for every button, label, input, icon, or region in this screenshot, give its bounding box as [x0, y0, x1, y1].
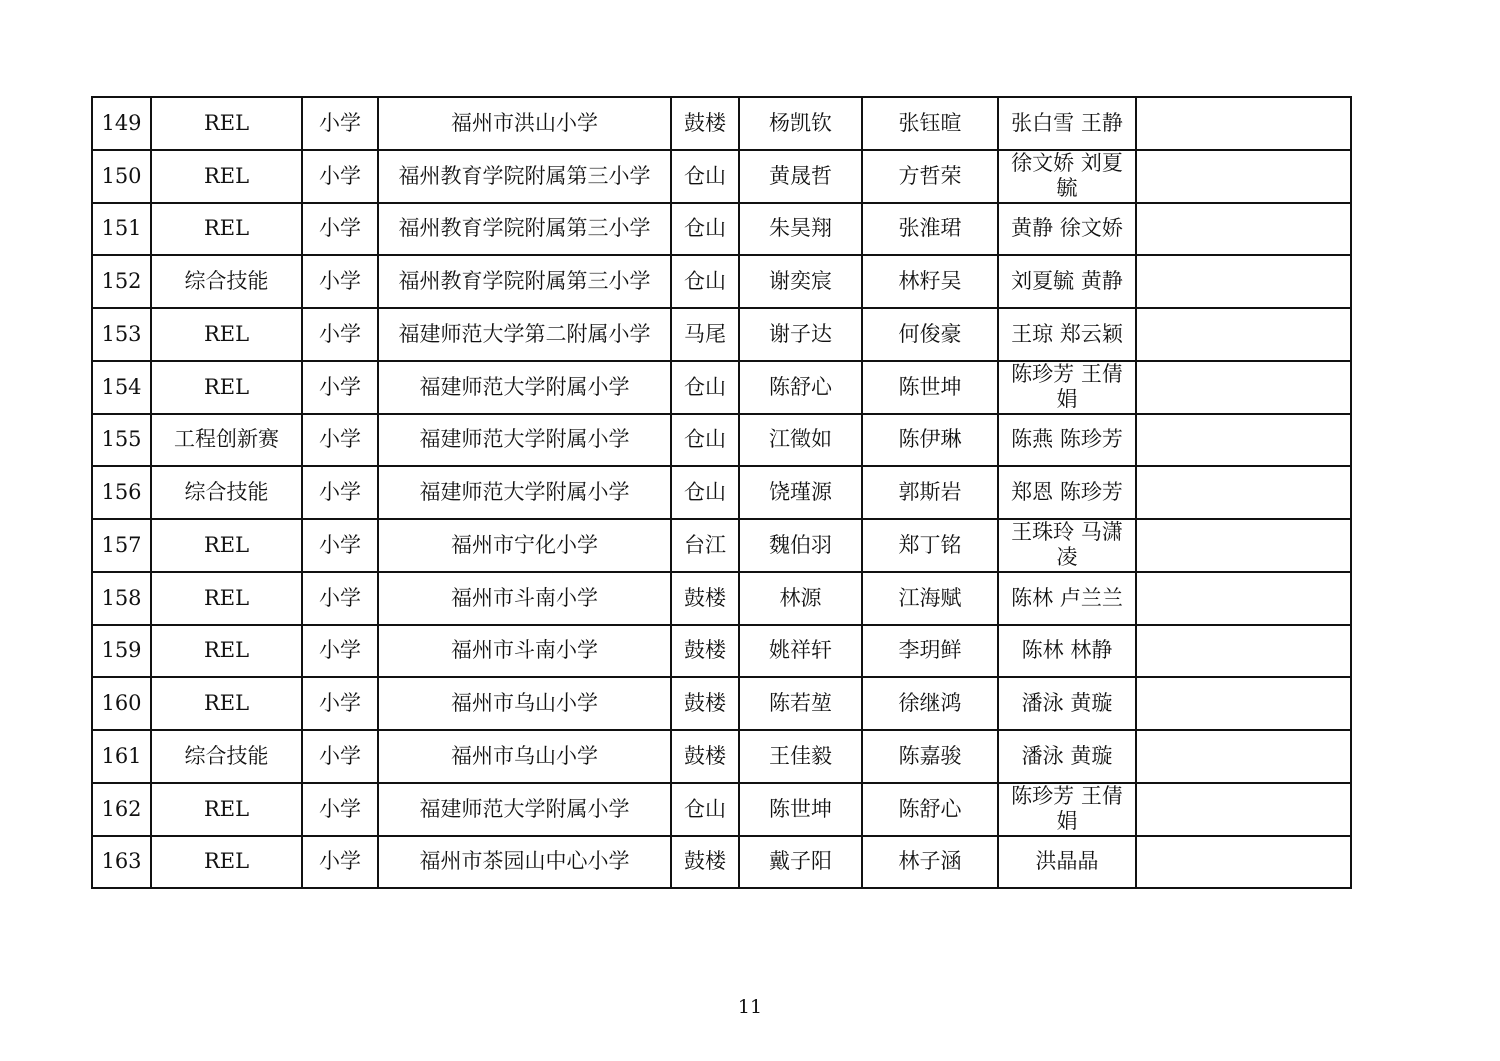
- cell-district: 仓山: [671, 150, 739, 203]
- cell-number: 156: [92, 466, 151, 519]
- cell-district: 仓山: [671, 203, 739, 256]
- cell-remark: [1136, 203, 1351, 256]
- cell-number: 158: [92, 572, 151, 625]
- cell-teachers: 陈珍芳 王倩娟: [998, 361, 1136, 414]
- cell-student-2: 方哲荣: [862, 150, 998, 203]
- cell-level: 小学: [302, 677, 378, 730]
- cell-teachers: 王琼 郑云颖: [998, 308, 1136, 361]
- cell-category: REL: [151, 519, 302, 572]
- cell-teachers: 陈珍芳 王倩娟: [998, 783, 1136, 836]
- cell-level: 小学: [302, 625, 378, 678]
- cell-student-2: 张淮珺: [862, 203, 998, 256]
- cell-category: REL: [151, 361, 302, 414]
- cell-teachers: 黄静 徐文娇: [998, 203, 1136, 256]
- cell-district: 鼓楼: [671, 836, 739, 889]
- cell-school: 福州市斗南小学: [378, 572, 671, 625]
- cell-student-1: 陈若堃: [739, 677, 862, 730]
- cell-student-2: 陈世坤: [862, 361, 998, 414]
- cell-level: 小学: [302, 572, 378, 625]
- cell-student-1: 陈世坤: [739, 783, 862, 836]
- cell-district: 鼓楼: [671, 730, 739, 783]
- cell-school: 福州教育学院附属第三小学: [378, 255, 671, 308]
- cell-student-1: 黄晟哲: [739, 150, 862, 203]
- cell-student-1: 陈舒心: [739, 361, 862, 414]
- cell-teachers: 洪晶晶: [998, 836, 1136, 889]
- cell-category: REL: [151, 836, 302, 889]
- cell-level: 小学: [302, 783, 378, 836]
- cell-district: 台江: [671, 519, 739, 572]
- cell-student-2: 郭斯岩: [862, 466, 998, 519]
- cell-teachers: 王珠玲 马潇凌: [998, 519, 1136, 572]
- cell-district: 仓山: [671, 255, 739, 308]
- cell-level: 小学: [302, 414, 378, 467]
- cell-number: 150: [92, 150, 151, 203]
- cell-number: 155: [92, 414, 151, 467]
- table-row: [92, 361, 1351, 414]
- cell-teachers: 张白雪 王静: [998, 97, 1136, 150]
- cell-level: 小学: [302, 836, 378, 889]
- cell-remark: [1136, 572, 1351, 625]
- cell-number: 154: [92, 361, 151, 414]
- cell-category: REL: [151, 572, 302, 625]
- cell-remark: [1136, 414, 1351, 467]
- cell-remark: [1136, 783, 1351, 836]
- cell-number: 159: [92, 625, 151, 678]
- cell-district: 仓山: [671, 466, 739, 519]
- cell-remark: [1136, 836, 1351, 889]
- cell-remark: [1136, 466, 1351, 519]
- table-row: [92, 836, 1351, 889]
- cell-student-1: 谢奕宸: [739, 255, 862, 308]
- cell-level: 小学: [302, 519, 378, 572]
- cell-category: 综合技能: [151, 730, 302, 783]
- cell-teachers: 郑恩 陈珍芳: [998, 466, 1136, 519]
- cell-remark: [1136, 519, 1351, 572]
- table-row: [92, 625, 1351, 678]
- cell-teachers: 潘泳 黄璇: [998, 677, 1136, 730]
- table-row: [92, 466, 1351, 519]
- award-table: [91, 96, 1352, 889]
- cell-number: 162: [92, 783, 151, 836]
- cell-student-2: 林子涵: [862, 836, 998, 889]
- table-row: [92, 308, 1351, 361]
- cell-student-1: 饶瑾源: [739, 466, 862, 519]
- cell-school: 福州市洪山小学: [378, 97, 671, 150]
- cell-school: 福州教育学院附属第三小学: [378, 203, 671, 256]
- table-row: [92, 203, 1351, 256]
- cell-student-1: 江徵如: [739, 414, 862, 467]
- cell-teachers: 徐文娇 刘夏毓: [998, 150, 1136, 203]
- cell-school: 福州市乌山小学: [378, 730, 671, 783]
- cell-school: 福建师范大学第二附属小学: [378, 308, 671, 361]
- cell-student-2: 何俊豪: [862, 308, 998, 361]
- table-row: [92, 677, 1351, 730]
- cell-number: 161: [92, 730, 151, 783]
- cell-category: REL: [151, 677, 302, 730]
- table-row: [92, 150, 1351, 203]
- cell-district: 仓山: [671, 783, 739, 836]
- cell-category: REL: [151, 783, 302, 836]
- cell-category: REL: [151, 97, 302, 150]
- cell-student-1: 戴子阳: [739, 836, 862, 889]
- cell-teachers: 潘泳 黄璇: [998, 730, 1136, 783]
- cell-category: 综合技能: [151, 255, 302, 308]
- cell-student-1: 朱昊翔: [739, 203, 862, 256]
- cell-school: 福建师范大学附属小学: [378, 414, 671, 467]
- cell-number: 163: [92, 836, 151, 889]
- cell-remark: [1136, 625, 1351, 678]
- cell-student-1: 杨凯钦: [739, 97, 862, 150]
- cell-teachers: 陈燕 陈珍芳: [998, 414, 1136, 467]
- cell-category: REL: [151, 203, 302, 256]
- cell-school: 福州市乌山小学: [378, 677, 671, 730]
- cell-category: 综合技能: [151, 466, 302, 519]
- cell-school: 福州市斗南小学: [378, 625, 671, 678]
- table-row: [92, 730, 1351, 783]
- table-body: [92, 97, 1351, 888]
- cell-remark: [1136, 677, 1351, 730]
- cell-district: 马尾: [671, 308, 739, 361]
- cell-school: 福州市茶园山中心小学: [378, 836, 671, 889]
- cell-remark: [1136, 97, 1351, 150]
- cell-remark: [1136, 150, 1351, 203]
- cell-remark: [1136, 730, 1351, 783]
- table-row: [92, 97, 1351, 150]
- cell-student-2: 郑丁铭: [862, 519, 998, 572]
- cell-teachers: 陈林 林静: [998, 625, 1136, 678]
- cell-district: 鼓楼: [671, 677, 739, 730]
- cell-level: 小学: [302, 150, 378, 203]
- cell-teachers: 陈林 卢兰兰: [998, 572, 1136, 625]
- table-row: [92, 255, 1351, 308]
- cell-remark: [1136, 361, 1351, 414]
- cell-level: 小学: [302, 255, 378, 308]
- cell-category: REL: [151, 308, 302, 361]
- cell-student-2: 江海赋: [862, 572, 998, 625]
- cell-category: 工程创新赛: [151, 414, 302, 467]
- cell-student-2: 张钰暄: [862, 97, 998, 150]
- cell-level: 小学: [302, 730, 378, 783]
- cell-district: 鼓楼: [671, 625, 739, 678]
- cell-student-1: 王佳毅: [739, 730, 862, 783]
- table-row: [92, 572, 1351, 625]
- page-number: 11: [737, 996, 763, 1018]
- cell-teachers: 刘夏毓 黄静: [998, 255, 1136, 308]
- cell-student-2: 陈舒心: [862, 783, 998, 836]
- cell-level: 小学: [302, 466, 378, 519]
- cell-number: 160: [92, 677, 151, 730]
- cell-student-1: 姚祥轩: [739, 625, 862, 678]
- cell-level: 小学: [302, 361, 378, 414]
- cell-student-2: 林籽吴: [862, 255, 998, 308]
- cell-school: 福建师范大学附属小学: [378, 466, 671, 519]
- cell-student-2: 陈嘉骏: [862, 730, 998, 783]
- cell-school: 福州市宁化小学: [378, 519, 671, 572]
- cell-student-2: 徐继鸿: [862, 677, 998, 730]
- cell-category: REL: [151, 625, 302, 678]
- cell-student-2: 陈伊琳: [862, 414, 998, 467]
- cell-number: 152: [92, 255, 151, 308]
- cell-student-1: 谢子达: [739, 308, 862, 361]
- cell-level: 小学: [302, 308, 378, 361]
- cell-number: 153: [92, 308, 151, 361]
- table-row: [92, 519, 1351, 572]
- cell-student-1: 魏伯羽: [739, 519, 862, 572]
- cell-number: 151: [92, 203, 151, 256]
- cell-student-2: 李玥鲜: [862, 625, 998, 678]
- cell-district: 仓山: [671, 414, 739, 467]
- table-row: [92, 783, 1351, 836]
- cell-level: 小学: [302, 203, 378, 256]
- cell-district: 仓山: [671, 361, 739, 414]
- cell-school: 福州教育学院附属第三小学: [378, 150, 671, 203]
- cell-student-1: 林源: [739, 572, 862, 625]
- cell-number: 149: [92, 97, 151, 150]
- cell-number: 157: [92, 519, 151, 572]
- table-row: [92, 414, 1351, 467]
- cell-remark: [1136, 308, 1351, 361]
- cell-category: REL: [151, 150, 302, 203]
- cell-remark: [1136, 255, 1351, 308]
- cell-school: 福建师范大学附属小学: [378, 361, 671, 414]
- cell-level: 小学: [302, 97, 378, 150]
- cell-district: 鼓楼: [671, 97, 739, 150]
- cell-district: 鼓楼: [671, 572, 739, 625]
- cell-school: 福建师范大学附属小学: [378, 783, 671, 836]
